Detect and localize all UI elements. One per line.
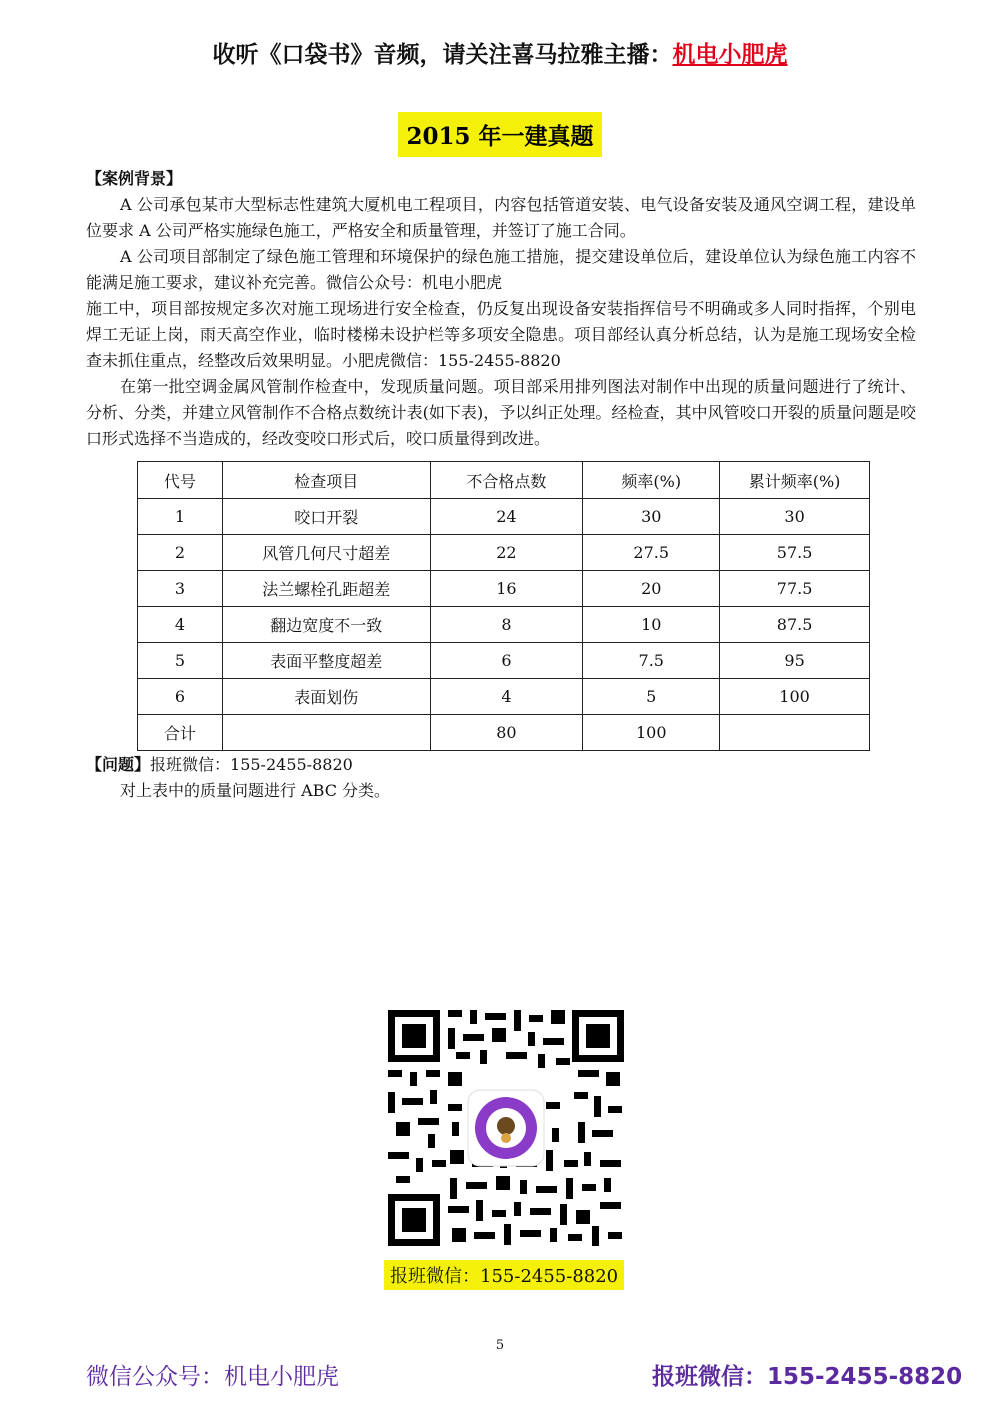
case-paragraph-4: 在第一批空调金属风管制作检查中，发现质量问题。项目部采用排列图法对制作中出现的质量问题进行了统计、分析、分类，并建立风管制作不合格点数统计表(如下表)，予以纠正处理。经检查，其中风管咬口开裂的质量问题是咬口形式选择不当造成的，经改变咬口形式后，咬口质量得到改进。 [86,377,916,448]
cell-count: 8 [430,607,583,643]
cell-code: 2 [138,535,223,571]
case-paragraph-3: 施工中，项目部按规定多次对施工现场进行安全检查，仍反复出现设备安装指挥信号不明确或多人同时指挥，个别电焊工无证上岗，雨天高空作业，临时楼梯未设护栏等多项安全隐患。项目部经认真分析总结，认为是施工现场安全检查未抓住重点，经整改后效果明显。小肥虎微信：155-2455-8820 [86,299,916,370]
table-row [138,679,870,715]
cell-total-frequency: 100 [583,715,720,751]
cell-frequency: 30 [583,499,720,535]
cell-cumulative: 87.5 [720,607,870,643]
cell-frequency: 5 [583,679,720,715]
cell-item: 表面平整度超差 [222,643,430,679]
cell-code: 5 [138,643,223,679]
cell-count: 16 [430,571,583,607]
page-header [0,36,1000,69]
table-total-row [138,715,870,751]
cell-total-count: 80 [430,715,583,751]
case-background [86,166,916,452]
cell-item: 翻边宽度不一致 [222,607,430,643]
cell-frequency: 10 [583,607,720,643]
cell-cumulative: 95 [720,643,870,679]
cell-item [222,715,430,751]
qr-caption: 报班微信：155-2455-8820 [384,1260,624,1290]
table-row [138,535,870,571]
cell-code: 1 [138,499,223,535]
cell-count: 24 [430,499,583,535]
qr-code-image[interactable] [388,1010,624,1246]
cell-cumulative: 57.5 [720,535,870,571]
header-code: 代号 [138,462,223,499]
case-label: 【案例背景】 [86,169,183,188]
title-wrap [0,112,1000,157]
problem-label: 【问题】 [86,755,151,774]
cell-code: 6 [138,679,223,715]
footer-wechat-account: 微信公众号：机电小肥虎 [86,1364,339,1390]
header-frequency: 频率(%) [583,462,720,499]
header-count: 不合格点数 [430,462,583,499]
cell-code: 4 [138,607,223,643]
cell-cumulative: 77.5 [720,571,870,607]
header-item: 检查项目 [222,462,430,499]
problem-section [86,752,916,804]
page-title: 2015 年一建真题 [398,112,601,157]
case-paragraph-2: A 公司项目部制定了绿色施工管理和环境保护的绿色施工措施，提交建设单位后，建设单位认为绿色施工内容不能满足施工要求，建议补充完善。微信公众号：机电小肥虎 [86,247,916,292]
case-paragraph-1: A 公司承包某市大型标志性建筑大厦机电工程项目，内容包括管道安装、电气设备安装及通风空调工程，建设单位要求 A 公司严格实施绿色施工，严格安全和质量管理，并签订了施工合同。 [86,195,916,240]
cell-item: 表面划伤 [222,679,430,715]
cell-cumulative: 30 [720,499,870,535]
cell-frequency: 20 [583,571,720,607]
table-row [138,607,870,643]
page-number: 5 [495,1338,505,1353]
cell-total-label: 合计 [138,715,223,751]
cell-count: 6 [430,643,583,679]
cell-cumulative [720,715,870,751]
header-host-link[interactable]: 机电小肥虎 [672,42,788,68]
header-cumulative: 累计频率(%) [720,462,870,499]
table-header-row [138,462,870,499]
table-row [138,643,870,679]
footer-contact: 报班微信：155-2455-8820 [652,1364,963,1390]
problem-contact: 报班微信：155-2455-8820 [150,755,353,774]
cell-cumulative: 100 [720,679,870,715]
defect-table [137,461,870,751]
cell-item: 法兰螺栓孔距超差 [222,571,430,607]
table-row [138,499,870,535]
cell-item: 风管几何尺寸超差 [222,535,430,571]
cell-item: 咬口开裂 [222,499,430,535]
problem-question: 对上表中的质量问题进行 ABC 分类。 [120,781,391,800]
cell-count: 22 [430,535,583,571]
cell-count: 4 [430,679,583,715]
header-prefix: 收听《口袋书》音频，请关注喜马拉雅主播： [212,42,673,68]
table-row [138,571,870,607]
cell-code: 3 [138,571,223,607]
cell-frequency: 7.5 [583,643,720,679]
cell-frequency: 27.5 [583,535,720,571]
